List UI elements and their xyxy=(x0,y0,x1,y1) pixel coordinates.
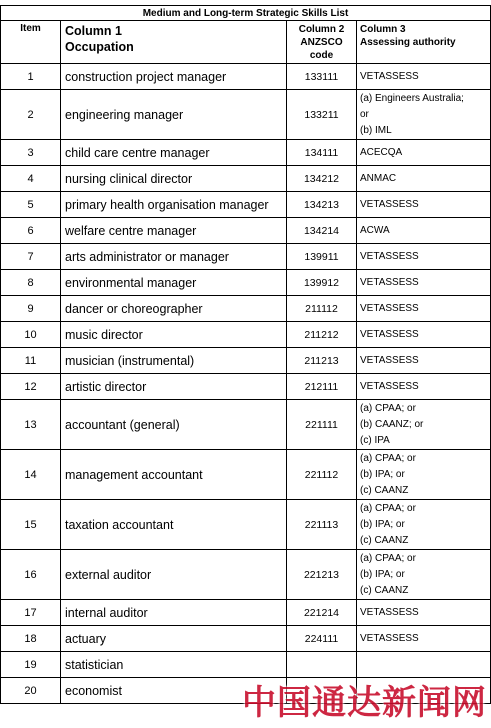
authority-line: VETASSESS xyxy=(360,303,419,314)
row-assessing-authority xyxy=(357,626,491,652)
table-row xyxy=(1,64,491,90)
row-item-number: 15 xyxy=(1,500,61,550)
row-assessing-authority xyxy=(357,140,491,166)
table-body xyxy=(1,64,491,704)
header-col2-sub: code xyxy=(309,50,334,61)
row-occupation: child care centre manager xyxy=(61,140,287,166)
header-col1-label: Column 1 xyxy=(65,24,122,38)
row-anzsco-code: 211213 xyxy=(287,348,357,374)
row-occupation: internal auditor xyxy=(61,600,287,626)
authority-line: (b) IPA; or xyxy=(360,468,405,480)
authority-line: ACECQA xyxy=(360,147,403,158)
authority-line: (c) CAANZ xyxy=(360,534,409,546)
authority-line: VETASSESS xyxy=(360,251,419,262)
row-occupation: musician (instrumental) xyxy=(61,348,287,374)
row-anzsco-code: 133111 xyxy=(287,64,357,90)
authority-line: ACWA xyxy=(360,225,390,236)
row-assessing-authority xyxy=(357,400,491,450)
authority-line: (b) IML xyxy=(360,124,392,136)
row-occupation: statistician xyxy=(61,652,287,678)
row-item-number: 16 xyxy=(1,550,61,600)
row-item-number: 10 xyxy=(1,322,61,348)
row-assessing-authority xyxy=(357,244,491,270)
header-col3-name: Assessing authority xyxy=(360,37,456,48)
header-row xyxy=(1,21,491,64)
row-assessing-authority xyxy=(357,348,491,374)
authority-line: VETASSESS xyxy=(360,381,419,392)
row-item-number: 19 xyxy=(1,652,61,678)
row-occupation: actuary xyxy=(61,626,287,652)
row-item-number: 5 xyxy=(1,192,61,218)
row-occupation: welfare centre manager xyxy=(61,218,287,244)
watermark-logo: 中国通达新闻网 xyxy=(242,683,487,723)
authority-line: VETASSESS xyxy=(360,199,419,210)
row-assessing-authority xyxy=(357,652,491,678)
row-item-number: 12 xyxy=(1,374,61,400)
row-anzsco-code: 212111 xyxy=(287,374,357,400)
header-col1-name: Occupation xyxy=(65,40,134,54)
table-row xyxy=(1,550,491,600)
row-item-number: 20 xyxy=(1,678,61,704)
row-item-number: 1 xyxy=(1,64,61,90)
table-row xyxy=(1,600,491,626)
row-occupation: taxation accountant xyxy=(61,500,287,550)
table-row xyxy=(1,400,491,450)
row-anzsco-code: 139911 xyxy=(287,244,357,270)
row-occupation: dancer or choreographer xyxy=(61,296,287,322)
row-occupation: primary health organisation manager xyxy=(61,192,287,218)
authority-line: (a) CPAA; or xyxy=(360,552,416,564)
authority-line: VETASSESS xyxy=(360,277,419,288)
row-item-number: 11 xyxy=(1,348,61,374)
table-row xyxy=(1,166,491,192)
authority-line: ANMAC xyxy=(360,173,397,184)
table-row xyxy=(1,652,491,678)
authority-line: (b) IPA; or xyxy=(360,568,405,580)
row-anzsco-code: 134111 xyxy=(287,140,357,166)
row-assessing-authority xyxy=(357,218,491,244)
table-row xyxy=(1,270,491,296)
row-occupation: external auditor xyxy=(61,550,287,600)
row-assessing-authority xyxy=(357,550,491,600)
row-item-number: 17 xyxy=(1,600,61,626)
row-occupation: management accountant xyxy=(61,450,287,500)
row-item-number: 2 xyxy=(1,90,61,140)
header-authority xyxy=(357,21,491,64)
row-assessing-authority xyxy=(357,600,491,626)
row-assessing-authority xyxy=(357,500,491,550)
header-occupation xyxy=(61,21,287,64)
row-anzsco-code: 134213 xyxy=(287,192,357,218)
row-item-number: 9 xyxy=(1,296,61,322)
authority-line: (c) IPA xyxy=(360,434,390,446)
header-col2-label: Column 2 xyxy=(298,24,345,35)
authority-line: or xyxy=(360,108,369,120)
row-anzsco-code: 134212 xyxy=(287,166,357,192)
table-row xyxy=(1,450,491,500)
row-occupation: arts administrator or manager xyxy=(61,244,287,270)
row-item-number: 14 xyxy=(1,450,61,500)
skills-table xyxy=(0,5,491,704)
row-assessing-authority xyxy=(357,374,491,400)
authority-line: (b) IPA; or xyxy=(360,518,405,530)
authority-line: (a) CPAA; or xyxy=(360,452,416,464)
table-title: Medium and Long-term Strategic Skills List xyxy=(1,6,491,21)
row-assessing-authority xyxy=(357,296,491,322)
row-assessing-authority xyxy=(357,64,491,90)
row-anzsco-code: 221112 xyxy=(287,450,357,500)
row-anzsco-code: 224111 xyxy=(287,626,357,652)
row-assessing-authority xyxy=(357,166,491,192)
row-assessing-authority xyxy=(357,450,491,500)
authority-line: (c) CAANZ xyxy=(360,584,409,596)
table-row xyxy=(1,90,491,140)
row-item-number: 8 xyxy=(1,270,61,296)
row-anzsco-code: 211112 xyxy=(287,296,357,322)
row-occupation: accountant (general) xyxy=(61,400,287,450)
authority-line: (a) CPAA; or xyxy=(360,502,416,514)
authority-line: (a) Engineers Australia; xyxy=(360,92,464,104)
row-assessing-authority xyxy=(357,322,491,348)
authority-line: (c) CAANZ xyxy=(360,484,409,496)
row-item-number: 7 xyxy=(1,244,61,270)
row-assessing-authority xyxy=(357,90,491,140)
row-anzsco-code: 133211 xyxy=(287,90,357,140)
row-occupation: music director xyxy=(61,322,287,348)
row-anzsco-code: 221214 xyxy=(287,600,357,626)
table-row xyxy=(1,374,491,400)
row-assessing-authority xyxy=(357,192,491,218)
row-anzsco-code: 139912 xyxy=(287,270,357,296)
row-occupation: economist xyxy=(61,678,287,704)
table-row xyxy=(1,244,491,270)
authority-line: VETASSESS xyxy=(360,355,419,366)
header-anzsco xyxy=(287,21,357,64)
table-row xyxy=(1,322,491,348)
row-occupation: environmental manager xyxy=(61,270,287,296)
header-col2-name: ANZSCO xyxy=(300,37,343,48)
table-row xyxy=(1,626,491,652)
table-row xyxy=(1,218,491,244)
row-assessing-authority xyxy=(357,270,491,296)
row-item-number: 6 xyxy=(1,218,61,244)
row-anzsco-code: 221113 xyxy=(287,500,357,550)
authority-line: VETASSESS xyxy=(360,71,419,82)
table-row xyxy=(1,500,491,550)
header-col3-label: Column 3 xyxy=(360,24,406,35)
row-anzsco-code xyxy=(287,652,357,678)
authority-line: VETASSESS xyxy=(360,607,419,618)
row-anzsco-code: 211212 xyxy=(287,322,357,348)
row-occupation: construction project manager xyxy=(61,64,287,90)
row-occupation: nursing clinical director xyxy=(61,166,287,192)
row-anzsco-code: 221111 xyxy=(287,400,357,450)
row-item-number: 3 xyxy=(1,140,61,166)
authority-line: (a) CPAA; or xyxy=(360,402,416,414)
row-item-number: 13 xyxy=(1,400,61,450)
table-row xyxy=(1,348,491,374)
table-row xyxy=(1,192,491,218)
row-item-number: 18 xyxy=(1,626,61,652)
row-anzsco-code: 134214 xyxy=(287,218,357,244)
table-row xyxy=(1,296,491,322)
row-anzsco-code: 221213 xyxy=(287,550,357,600)
row-occupation: artistic director xyxy=(61,374,287,400)
header-item: Item xyxy=(1,21,61,64)
authority-line: (b) CAANZ; or xyxy=(360,418,424,430)
title-row xyxy=(1,6,491,21)
authority-line: VETASSESS xyxy=(360,329,419,340)
table-row xyxy=(1,140,491,166)
row-occupation: engineering manager xyxy=(61,90,287,140)
row-item-number: 4 xyxy=(1,166,61,192)
authority-line: VETASSESS xyxy=(360,633,419,644)
